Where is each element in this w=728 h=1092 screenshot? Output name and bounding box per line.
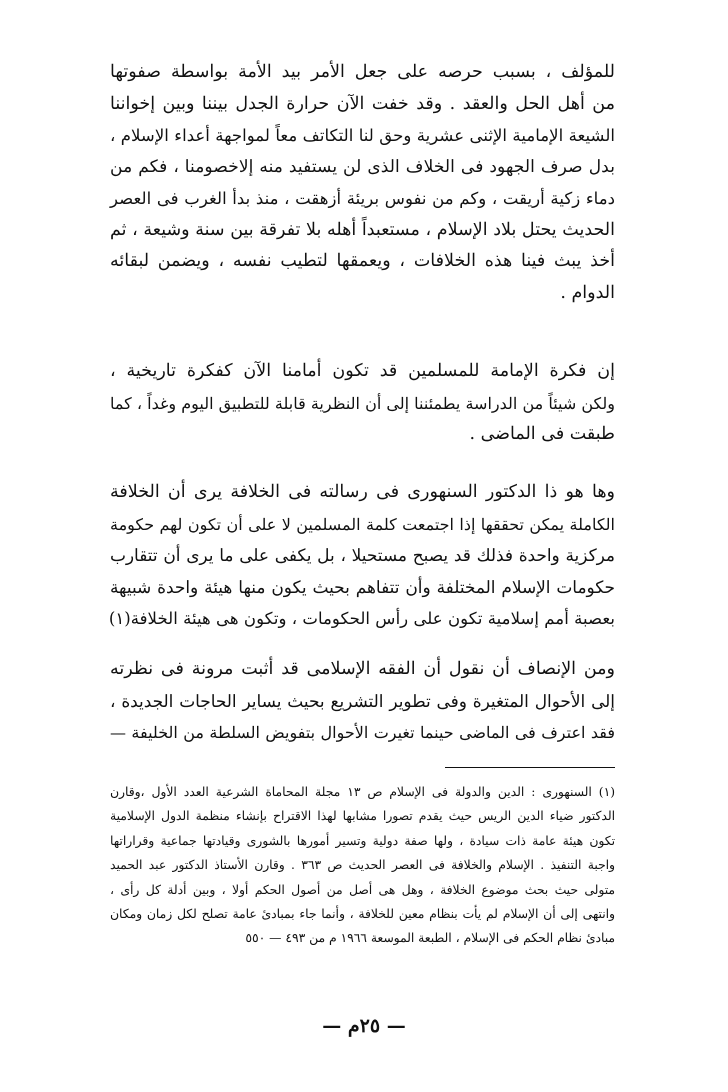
text-line: بعصبة أمم إسلامية تكون على رأس الحكومات ، وتكون هى هيئة الخلافة(١) [108,609,615,628]
main-text [110,57,615,757]
footnote-line: تكون هيئة عامة ذات سيادة ، ولها صفة دولية وتسير أمورها بالشورى وقيادتها جماعية وقراراتها [110,833,615,848]
text-line: فقد اعترف فى الماضى حينما تغيرت الأحوال بتفويض السلطة من الخليفة — [110,723,616,742]
text-line: من أهل الحل والعقد . وقد خفت الآن حرارة الجدل بيننا وبين إخواننا [110,93,615,114]
text-line: حكومات الإسلام المختلفة وأن تتفاهم بحيث يكون منها هيئة واحدة شبيهة [110,576,615,597]
footnote-line: (١) السنهورى : الدين والدولة فى الإسلام ص ١٣ مجلة المحاماة الشرعية العدد الأول ،وقارن [110,785,616,799]
text-line: أخذ يبث فينا هذه الخلافات ، ويعمقها لتطيب نفسه ، ويضمن لبقائه [110,251,615,271]
footnote-separator [445,767,615,768]
footnote-line: واجبة التنفيذ . الإسلام والخلافة فى العصر الحديث ص ٣٦٣ . وقارن الأستاذ الدكتور عبد الحميد [110,858,615,873]
text-line: الدوام . [560,282,615,303]
paragraph-3 [110,477,615,635]
footnote-line: متولى حيث بحث موضوع الخلافة ، وهل هى أصل من أصول الحكم أولا ، وبين أدلة كل رأى ، [110,882,615,897]
text-line: إن فكرة الإمامة للمسلمين قد تكون أمامنا الآن كفكرة تاريخية ، [110,361,615,381]
footnote-line: الدكتور ضياء الدين الريس حيث يقدم تصورا مشابها لهذا الاقتراح بإنشاء منظمة الدول الإسلامية [110,809,615,824]
footnote-line: مبادئ نظام الحكم فى الإسلام ، الطبعة الموسعة ١٩٦٦ م من ٤٩٣ — ٥٥٠ [245,931,615,946]
text-line: دماء زكية أريقت ، وكم من نفوس بريئة أزهقت ، منذ بدأ الغرب فى العصر [110,189,615,208]
text-line: طبقت فى الماضى . [469,424,615,444]
footnote-line: وانتهى إلى أن الإسلام لم يأت بنظام معين للخلافة ، وأنما جاء بمبادئ عامة تصلح لكل زمان ومكان [110,906,615,921]
text-line: ومن الإنصاف أن نقول أن الفقه الإسلامى قد أثبت مرونة فى نظرته [110,659,615,679]
text-line: الشيعة الإمامية الإثنى عشرية وحق لنا التكاتف معاً لمواجهة أعداء الإسلام ، [110,126,615,145]
text-line: الكاملة يمكن تحققها إذا اجتمعت كلمة المسلمين لا على أن تكون لهم حكومة [110,514,615,534]
text-line: بدل صرف الجهود فى الخلاف الذى لن يستفيد منه إلاخصومنا ، فكم من [110,156,615,177]
text-line: الحديث يحتل بلاد الإسلام ، مستعبداً أهله بلا تفرقة بين سنة وشيعة ، ثم [110,219,615,240]
text-line: وها هو ذا الدكتور السنهورى فى رسالته فى الخلافة يرى أن الخلافة [110,482,615,502]
text-line: إلى الأحوال المتغيرة وفى تطوير التشريع بحيث يساير الحاجات الجديدة ، [110,690,615,711]
paragraph-2 [110,356,615,451]
text-line: للمؤلف ، بسبب حرصه على جعل الأمر بيد الأمة بواسطة صفوتها [110,62,615,82]
paragraph-4 [110,654,615,749]
paragraph-1 [110,57,615,309]
text-line: مركزية واحدة فذلك قد يصبح مستحيلا ، بل يكفى على ما يرى أن تتقارب [110,545,615,565]
page-number: — ٢٥م — [322,1015,406,1037]
text-line: ولكن شيئاً من الدراسة يطمئننا إلى أن النظرية قابلة للتطبيق اليوم وغداً ، كما [110,393,615,413]
footnote [110,780,615,951]
